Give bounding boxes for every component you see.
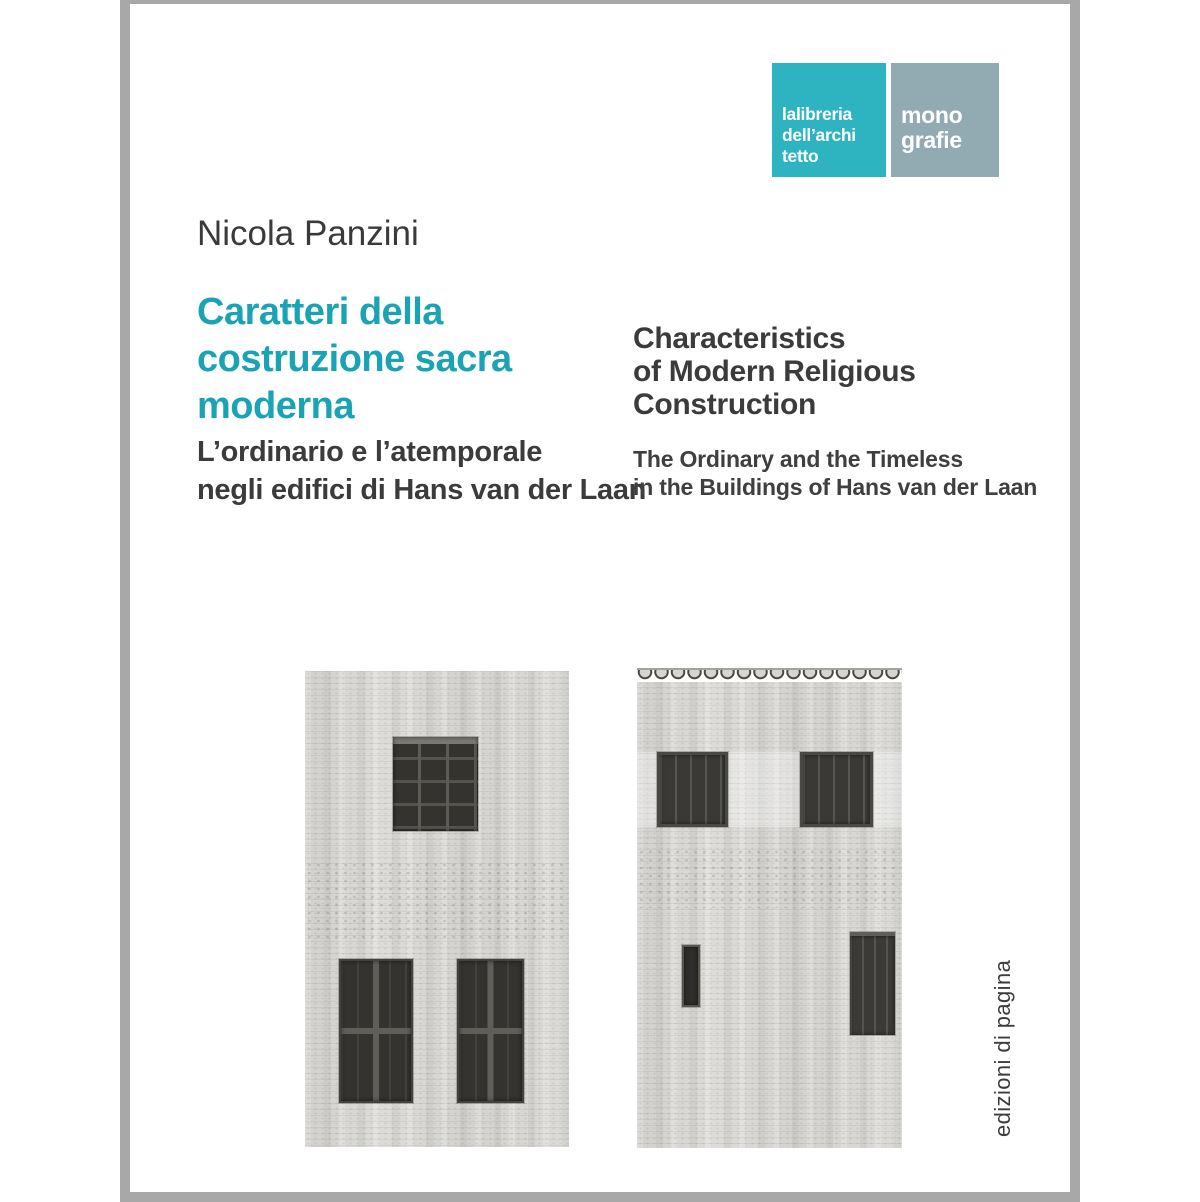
facade-photo-left [305,671,569,1147]
square-window-right [800,752,873,827]
title-italian-line: moderna [197,385,354,427]
subtitle-english-line: The Ordinary and the Timeless [633,446,963,472]
collection-logo-line: grafie [901,127,962,153]
decorative-brick-band [305,861,569,939]
title-italian-line: Caratteri della [197,291,443,333]
series-logo-line: dell’archi [782,125,856,145]
collection-logo-line: mono [901,102,963,128]
publisher-series-logo [772,63,886,177]
subtitle-english-line: in the Buildings of Hans van der Laan [633,474,1038,500]
series-logo-line: lalibreria [782,104,852,124]
tall-window-left [339,959,413,1103]
tall-window-right [457,959,524,1103]
subtitle-english [633,445,1037,501]
subtitle-italian [197,433,646,509]
title-italian-line: costruzione sacra [197,338,512,380]
book-cover [120,0,1080,1202]
series-logo-line: tetto [782,146,819,166]
title-english-line: of Modern Religious [633,355,916,388]
title-english-line: Construction [633,388,817,421]
subtitle-italian-line: L’ordinario e l’atemporale [197,436,543,468]
rect-window-right [850,932,895,1035]
title-english-line: Characteristics [633,322,846,355]
decorative-brick-band [637,848,902,908]
subtitle-italian-line: negli edifici di Hans van der Laan [197,474,647,506]
title-english [633,322,916,421]
facade-photo-right [637,668,902,1148]
square-window [393,737,478,831]
scalloped-roof-edge [637,668,902,682]
narrow-slit-window [682,945,700,1007]
square-window-left [657,752,728,827]
publisher-imprint: edizioni di pagina [990,959,1015,1137]
title-italian [197,289,512,430]
publisher-collection-logo [891,63,999,177]
author-name: Nicola Panzini [197,214,419,253]
